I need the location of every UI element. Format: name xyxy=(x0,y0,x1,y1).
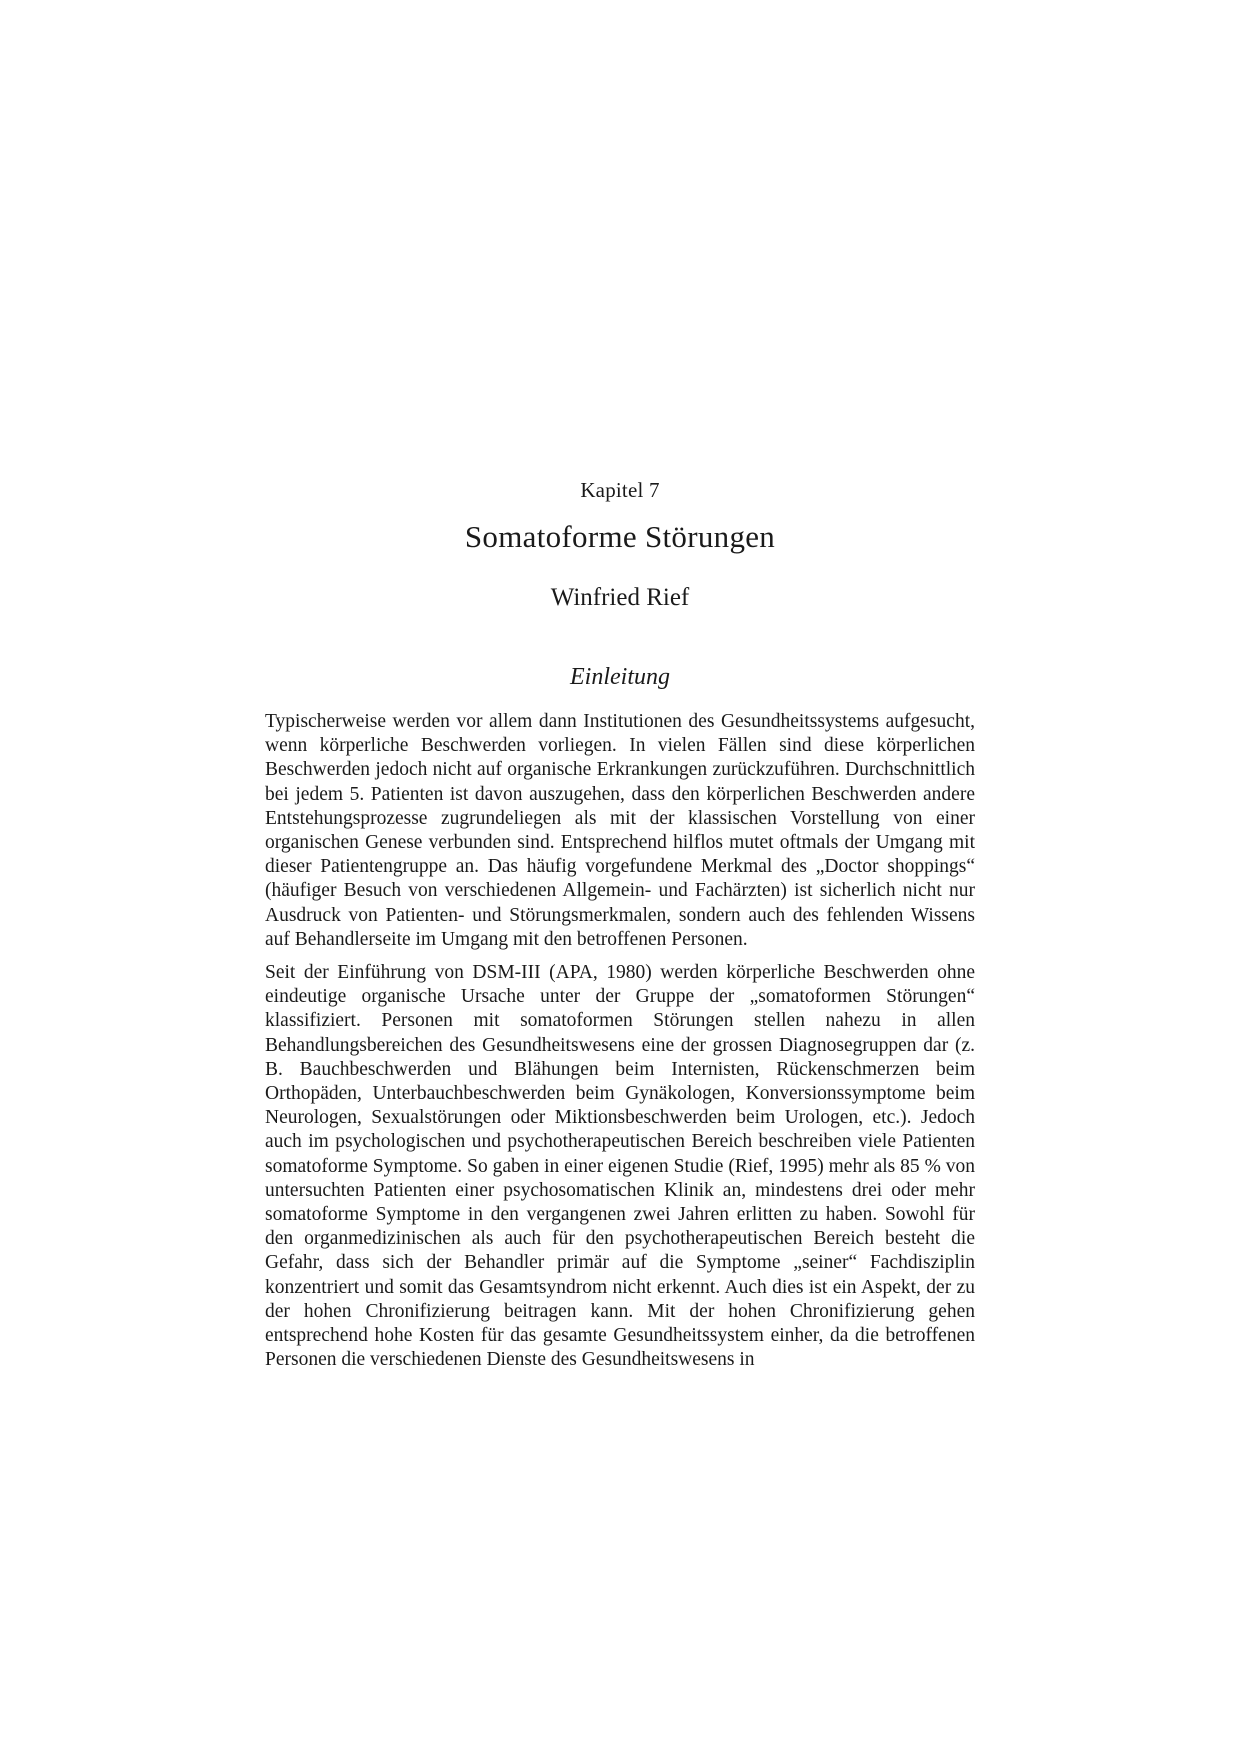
author-name: Winfried Rief xyxy=(550,584,690,611)
body-text xyxy=(265,710,975,1381)
section-heading: Einleitung xyxy=(570,664,670,690)
paragraph: Typischerweise werden vor allem dann Institutionen des Gesundheitssystems aufgesucht, wenn körperliche Beschwerden vorliegen. In vielen Fällen sind diese körperlichen Beschwerden jedoch nicht auf organische Erkrankungen zurückzuführen. Durchschnittlich bei jedem 5. Patienten ist davon auszugehen, dass den körperlichen Beschwerden andere Entstehungsprozesse zugrundeliegen als mit der klassischen Vorstellung von einer organischen Genese verbunden sind. Entsprechend hilflos mutet oftmals der Umgang mit dieser Patientengruppe an. Das häufig vorgefundene Merkmal des „Doctor shoppings“ (häufiger Besuch von verschiedenen Allgemein- und Fachärzten) ist sicherlich nicht nur Ausdruck von Patienten- und Störungsmerkmalen, sondern auch des fehlenden Wissens auf Behandlerseite im Umgang mit den betroffenen Personen. xyxy=(265,711,975,950)
chapter-label: Kapitel 7 xyxy=(580,478,660,502)
paragraph: Seit der Einführung von DSM-III (APA, 1980) werden körperliche Beschwerden ohne eindeutige organische Ursache unter der Gruppe der „somatoformen Störungen“ klassifiziert. Personen mit somatoformen Störungen stellen nahezu in allen Behandlungsbereichen des Gesundheitswesens eine der grossen Diagnosegruppen dar (z. B. Bauchbeschwerden und Blähungen beim Internisten, Rückenschmerzen beim Orthopäden, Unterbauchbeschwerden beim Gynäkologen, Konversionssymptome beim Neurologen, Sexualstörungen oder Miktionsbeschwerden beim Urologen, etc.). Jedoch auch im psychologischen und psychotherapeutischen Bereich beschreiben viele Patienten somatoforme Symptome. So gaben in einer eigenen Studie (Rief, 1995) mehr als 85 % von untersuchten Patienten einer psychosomatischen Klinik an, mindestens drei oder mehr somatoforme Symptome in den vergangenen zwei Jahren erlitten zu haben. Sowohl für den organmedizinischen als auch für den psychotherapeutischen Bereich besteht die Gefahr, dass sich der Behandler primär auf die Symptome „seiner“ Fachdisziplin konzentriert und somit das Gesamtsyndrom nicht erkennt. Auch dies ist ein Aspekt, der zu der hohen Chronifizierung beitragen kann. Mit der hohen Chronifizierung gehen entsprechend hohe Kosten für das gesamte Gesundheitssystem einher, da die betroffenen Personen die verschiedenen Dienste des Gesundheitswesens in xyxy=(265,962,975,1371)
chapter-title: Somatoforme Störungen xyxy=(464,519,776,554)
